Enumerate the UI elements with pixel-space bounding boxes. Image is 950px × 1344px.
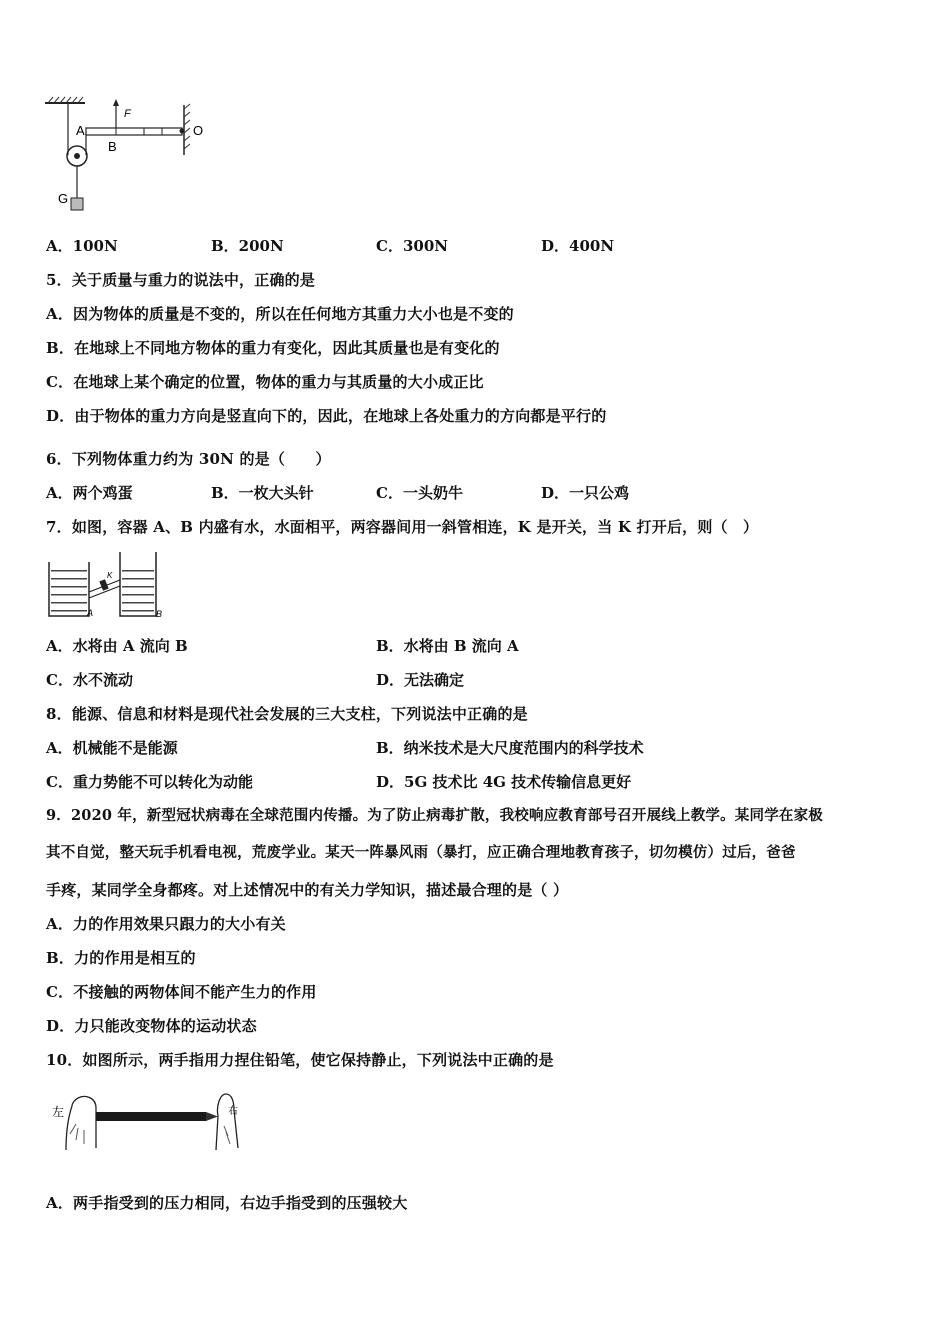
q9-option-c: C．不接触的两物体间不能产生力的作用 — [46, 983, 317, 1001]
q4-option-c: C．300N — [376, 237, 448, 255]
q6-option-a: A．两个鸡蛋 — [46, 484, 133, 502]
q7-option-a: A．水将由 A 流向 B — [46, 637, 188, 655]
q9-stem-line-3: 手疼，某同学全身都疼。对上述情况中的有关力学知识，描述最合理的是（ ） — [46, 881, 569, 899]
q9-option-b: B．力的作用是相互的 — [46, 949, 196, 967]
q5-option-b: B．在地球上不同地方物体的重力有变化，因此其质量也是有变化的 — [46, 339, 500, 357]
fig-label-left: 左 — [52, 1105, 65, 1119]
q6-option-d: D．一只公鸡 — [541, 484, 630, 502]
q5-option-d: D．由于物体的重力方向是竖直向下的，因此，在地球上各处重力的方向都是平行的 — [46, 407, 607, 425]
q8-option-d: D．5G 技术比 4G 技术传输信息更好 — [376, 773, 632, 791]
q8-stem: 8．能源、信息和材料是现代社会发展的三大支柱，下列说法中正确的是 — [46, 705, 528, 723]
q7-option-b: B．水将由 B 流向 A — [376, 637, 519, 655]
q9-option-a: A．力的作用效果只跟力的大小有关 — [46, 915, 286, 933]
q9-stem-line-2: 其不自觉，整天玩手机看电视，荒废学业。某天一阵暴风雨（暴打，应正确合理地教育孩子，切勿模仿）过后，爸爸 — [46, 844, 796, 861]
q5-option-a: A．因为物体的质量是不变的，所以在任何地方其重力大小也是不变的 — [46, 305, 514, 323]
q6-option-c: C．一头奶牛 — [376, 484, 463, 502]
fig-label-container-b: B — [156, 609, 163, 619]
fig-label-right: 右 — [228, 1106, 238, 1117]
q9-option-d: D．力只能改变物体的运动状态 — [46, 1017, 257, 1035]
q10-stem: 10．如图所示，两手指用力捏住铅笔，使它保持静止，下列说法中正确的是 — [46, 1051, 554, 1069]
q8-option-a: A．机械能不是能源 — [46, 739, 178, 757]
pulley-lever-figure — [40, 95, 220, 220]
q7-option-c: C．水不流动 — [46, 671, 133, 689]
fig-label-g: G — [58, 191, 69, 206]
fig-label-f: F — [124, 108, 131, 120]
q4-option-d: D．400N — [541, 237, 615, 255]
q6-stem: 6．下列物体重力约为 30N 的是（ ） — [46, 450, 331, 468]
q4-option-b: B．200N — [211, 237, 284, 255]
q7-option-d: D．无法确定 — [376, 671, 465, 689]
q10-option-a: A．两手指受到的压力相同，右边手指受到的压强较大 — [46, 1194, 408, 1212]
q9-stem-line-1: 9．2020 年，新型冠状病毒在全球范围内传播。为了防止病毒扩散，我校响应教育部号召开展线上教学。某同学在家极 — [46, 807, 823, 824]
q6-option-b: B．一枚大头针 — [211, 484, 314, 502]
fig-label-o: O — [193, 123, 204, 138]
q5-option-c: C．在地球上某个确定的位置，物体的重力与其质量的大小成正比 — [46, 373, 484, 391]
fig-label-b: B — [108, 139, 117, 154]
fig-label-switch-k: K — [107, 571, 113, 580]
q5-stem: 5．关于质量与重力的说法中，正确的是 — [46, 271, 316, 289]
fig-label-a: A — [76, 123, 85, 138]
q7-stem: 7．如图，容器 A、B 内盛有水，水面相平，两容器间用一斜管相连，K 是开关，当 K 打开后，则（ ） — [46, 518, 759, 536]
q4-option-a: A．100N — [46, 237, 118, 255]
containers-figure — [44, 548, 174, 620]
q8-option-b: B．纳米技术是大尺度范围内的科学技术 — [376, 739, 644, 757]
pencil-fingers-figure — [48, 1088, 248, 1160]
fig-label-container-a: A — [87, 608, 94, 618]
q8-option-c: C．重力势能不可以转化为动能 — [46, 773, 253, 791]
